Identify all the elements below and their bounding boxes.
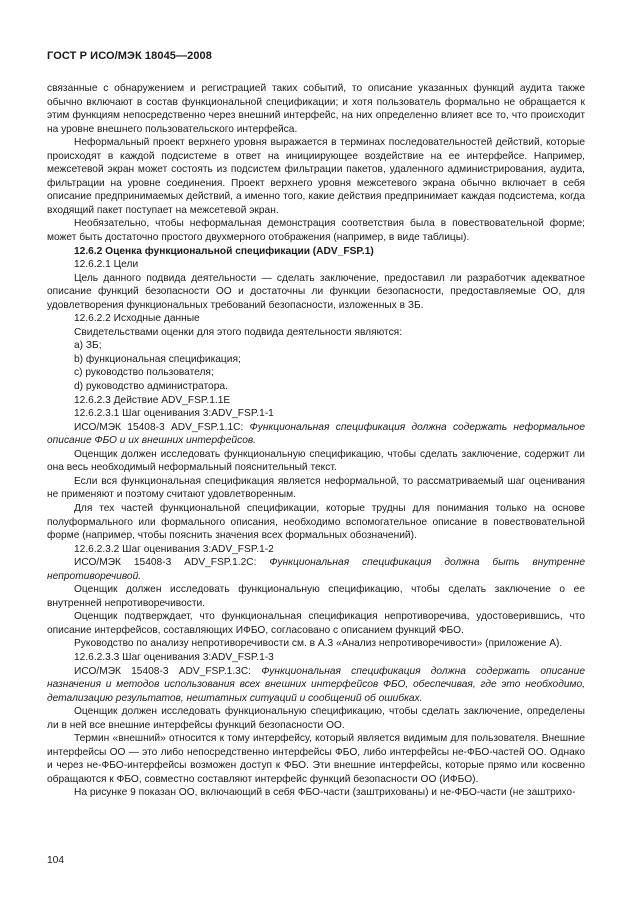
subsection-heading-objectives: 12.6.2.1 Цели [74,259,139,271]
paragraph-evaluator-interfaces: Оценщик должен исследовать функциональную спецификацию, чтобы сделать заключение, определены ли в ней все внешние интерфейсы функций безопасности ОО. [47,706,585,731]
paragraph-evidence-intro: Свидетельствами оценки для этого подвида деятельности являются: [74,326,403,338]
paragraph-consistency-confirm: Оценщик подтверждает, что функциональная спецификация непротиворечива, удостоверившись, что описание интерфейсов, составляющих ИФБО, согласовано с описанием функций ФБО. [47,611,585,636]
subsection-heading-input: 12.6.2.2 Исходные данные [74,313,200,325]
list-item-admin-guide: d) руководство администратора. [74,381,228,393]
list-item-user-guide: c) руководство пользователя; [74,367,214,379]
page-number: 104 [47,855,64,866]
paragraph-objective: Цель данного подвида деятельности — сделать заключение, предоставил ли разработчик адекватное описание функций безопасности ОО и достаточны ли функции безопасности, предоставляемые ОО, для удовлетворения функциональных требований безопасности, изложенных в ЗБ. [47,272,585,311]
list-item-functional-spec: b) функциональная спецификация; [74,353,241,365]
document-header: ГОСТ Р ИСО/МЭК 18045—2008 [47,50,212,62]
step-heading-fsp-1-3: 12.6.2.3.3 Шаг оценивания 3:ADV_FSP.1-3 [74,651,274,663]
paragraph-external-term: Термин «внешний» относится к тому интерфейсу, который является видимым для пользователя. Внешние интерфейсы ОО — это либо непосредственно интерфейсы ФБО, либо интерфейсы не-ФБО-частей ОО. Однако и через не-ФБО-интерфейсы возможен доступ к ФБО. Эти внешние интерфейсы, которые прямо или косвенно обращаются к ФБО, совместно составляют интерфейс функций безопасности ОО (ИФБО). [47,733,585,785]
requirement-text: Функциональная спецификация должна быть внутренне непротиворечивой. [47,557,585,582]
document-body [47,82,585,800]
section-heading-12-6-2: 12.6.2 Оценка функциональной спецификации (ADV_FSP.1) [74,245,374,257]
requirement-fsp-1-3c [47,665,585,706]
requirement-text: Функциональная спецификация должна содержать неформальное описание ФБО и их внешних интерфейсов. [47,421,585,447]
paragraph-supporting-description: Для тех частей функциональной спецификации, которые трудны для понимания только на основе полуформального или формального описания, необходимо вспомогательное описание в повествовательной форме (например, чтобы пояснить значения всех формальных обозначений). [47,502,585,542]
requirement-ref: ИСО/МЭК 15408-3 ADV_FSP.1.3C: [74,665,252,677]
step-heading-fsp-1-2: 12.6.2.3.2 Шаг оценивания 3:ADV_FSP.1-2 [74,543,274,555]
paragraph-figure-9: На рисунке 9 показан ОО, включающий в себя ФБО-части (заштрихованы) и не-ФБО-части (не заштрихо- [74,787,576,799]
paragraph-audit-functions: связанные с обнаружением и регистрацией таких событий, то описание указанных функций аудита также обычно включают в состав функциональной спецификации; и хотя пользователь формально не обращается к этим функциям непосредственно через внешний интерфейс, на них определенно влияет все то, что происходит на уровне внешнего пользовательского интерфейса. [47,83,585,135]
paragraph-evaluator-consistency: Оценщик должен исследовать функциональную спецификацию, чтобы сделать заключение о ее внутренней непротиворечивости. [47,584,585,609]
paragraph-informal-design: Неформальный проект верхнего уровня выражается в терминах последовательностей действий, которые происходят в каждой подсистеме в ответ на инициирующее воздействие на ее интерфейсе. Например, межсетевой экран может состоять из подсистем фильтрации пакетов, удаленного администрирования, аудита, фильтрации на уровне соединения. Проект верхнего уровня межсетевого экрана обычно включает в себя описание предпринимаемых действий, а именно того, какие действия предпринимает каждая подсистема, когда входящий пакет поступает на межсетевой экран. [47,137,585,216]
subsection-heading-action: 12.6.2.3 Действие ADV_FSP.1.1E [74,394,231,406]
paragraph-correspondence: Необязательно, чтобы неформальная демонстрация соответствия была в повествовательной форме; может быть достаточно простого двухмерного отображения (например, в виде таблицы). [47,218,585,244]
requirement-text: Функциональная спецификация должна содержать описание назначения и методов использования всех внешних интерфейсов ФБО, обеспечивая, где это необходимо, детализацию результатов, нештатных ситуаций и сообщений об ошибках. [47,665,585,704]
requirement-ref: ИСО/МЭК 15408-3 ADV_FSP.1.2C: [74,557,257,569]
list-item-st: a) ЗБ; [74,340,102,352]
requirement-ref: ИСО/МЭК 15408-3 ADV_FSP.1.1C: [74,421,244,433]
requirement-fsp-1-1c [47,421,585,448]
paragraph-evaluator-informal: Оценщик должен исследовать функциональную спецификацию, чтобы сделать заключение, содержит ли она весь необходимый неформальный пояснительный текст. [47,448,585,474]
paragraph-consistency-guidance: Руководство по анализу непротиворечивости см. в А.3 «Анализ непротиворечивости» (приложение А). [74,638,563,650]
step-heading-fsp-1-1: 12.6.2.3.1 Шаг оценивания 3:ADV_FSP.1-1 [74,408,274,420]
paragraph-not-applicable: Если вся функциональная спецификация является неформальной, то рассматриваемый шаг оценивания не применяют и поэтому считают удовлетворенным. [47,475,585,501]
requirement-fsp-1-2c [47,556,585,583]
